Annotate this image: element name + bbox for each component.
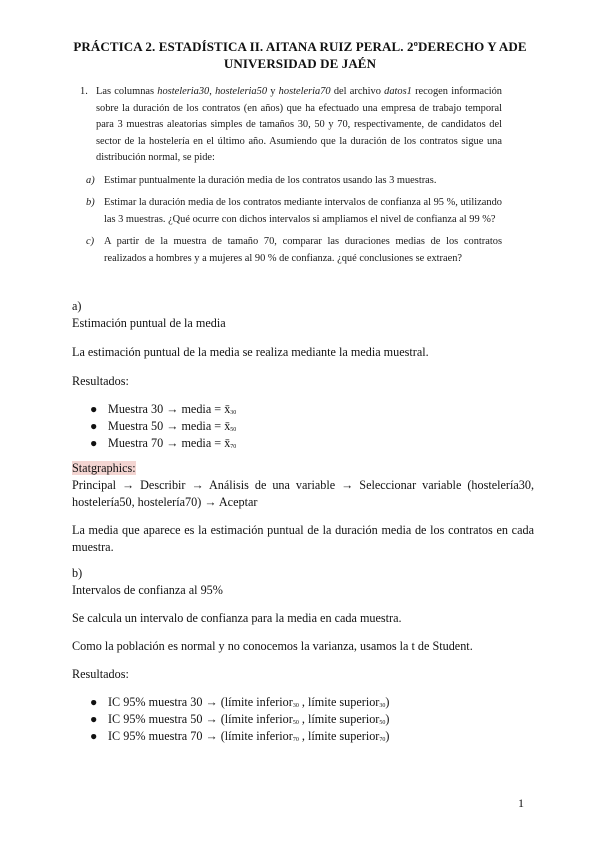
section-a-label: a) — [72, 299, 82, 313]
subitem-c — [86, 234, 502, 267]
list-item — [90, 694, 389, 711]
list-item — [90, 435, 236, 452]
section-b-results-label: Resultados: — [72, 667, 129, 681]
list-item — [90, 401, 236, 418]
section-a-results-list — [90, 401, 236, 452]
subitem-marker: c) — [86, 236, 95, 247]
subscript: 70 — [379, 737, 386, 743]
intro-text: recogen información sobre la duración de los contratos (en años) que ha efectuado una empresa de trabajo temporal para 3 muestras aleatorias simples de tamaños 30, 50 y 70, respectivamente, de candidatos del sector de la hostelería en el último año. Asumiendo que la duración de los contratos sigue una distribución normal, se pide: — [96, 86, 502, 163]
subscript: 50 — [292, 720, 299, 726]
section-a-paragraph-2: La media que aparece es la estimación puntual de la duración media de los contratos en cada muestra. — [72, 523, 534, 554]
column-name: hosteleria30 — [157, 86, 210, 97]
result-text: , límite superior — [298, 729, 380, 743]
bullet-icon: ● — [90, 436, 98, 450]
subitem-text: Estimar puntualmente la duración media de los contratos usando las 3 muestras. — [104, 174, 437, 186]
result-text: IC 95% muestra 70 → (límite inferior — [108, 729, 293, 743]
result-text: Muestra 50 → media = x̄ — [108, 419, 231, 433]
file-name: datos1 — [384, 86, 412, 97]
section-b-paragraph-2: Como la población es normal y no conocemos la varianza, usamos la t de Student. — [72, 639, 473, 653]
section-b-results-list — [90, 694, 389, 745]
result-text: , límite superior — [298, 712, 380, 726]
statgraphics-path: Principal → Describir → Análisis de una variable → Seleccionar variable (hostelería30, hostelería50, hostelería70) → Aceptar — [72, 478, 534, 509]
column-name: hosteleria50 — [215, 86, 268, 97]
exercise-statement — [82, 84, 502, 273]
list-item — [90, 711, 389, 728]
intro-text: Las columnas — [96, 86, 158, 97]
bullet-icon: ● — [90, 419, 98, 433]
section-b-label: b) — [72, 566, 83, 580]
intro-text: del archivo — [330, 86, 385, 97]
subscript: 30 — [292, 703, 299, 709]
page-number: 1 — [518, 796, 524, 810]
subscript: 70 — [292, 737, 299, 743]
bullet-icon: ● — [90, 695, 98, 709]
page-title: PRÁCTICA 2. ESTADÍSTICA II. AITANA RUIZ PERAL. 2ºDERECHO Y ADE UNIVERSIDAD DE JAÉN — [73, 39, 527, 71]
result-text: IC 95% muestra 30 → (límite inferior — [108, 695, 293, 709]
result-text: , límite superior — [298, 695, 380, 709]
section-b-heading: Intervalos de confianza al 95% — [72, 583, 223, 597]
result-text: Muestra 30 → media = x̄ — [108, 402, 231, 416]
exercise-subitems — [82, 173, 502, 268]
subitem-text: Estimar la duración media de los contratos mediante intervalos de confianza al 95 %, utilizando las 3 muestras. ¿Qué ocurre con dichos intervalos si ampliamos el nivel de confianza al 99 %? — [104, 197, 502, 225]
subitem-a — [86, 173, 502, 190]
subscript: 50 — [379, 720, 386, 726]
separator: , — [209, 86, 216, 97]
section-b-paragraph-1: Se calcula un intervalo de confianza para la media en cada muestra. — [72, 611, 402, 625]
result-text: ) — [385, 712, 390, 726]
subitem-marker: a) — [86, 174, 95, 186]
result-text: ) — [385, 695, 390, 709]
column-name: hosteleria70 — [278, 86, 331, 97]
subscript: 70 — [230, 444, 237, 450]
list-item — [90, 418, 236, 435]
subitem-marker: b) — [86, 197, 95, 208]
list-item — [90, 728, 389, 745]
statgraphics-block — [72, 460, 534, 477]
bullet-icon: ● — [90, 729, 98, 743]
result-text: IC 95% muestra 50 → (límite inferior — [108, 712, 293, 726]
section-a-paragraph-1: La estimación puntual de la media se realiza mediante la media muestral. — [72, 345, 429, 359]
subscript: 30 — [379, 703, 386, 709]
result-text: Muestra 70 → media = x̄ — [108, 436, 231, 450]
bullet-icon: ● — [90, 712, 98, 726]
subitem-b — [86, 195, 502, 228]
bullet-icon: ● — [90, 402, 98, 416]
exercise-intro — [82, 84, 502, 167]
subitem-text: A partir de la muestra de tamaño 70, comparar las duraciones medias de los contratos realizados a hombres y a mujeres al 90 % de confianza. ¿qué conclusiones se extraen? — [104, 236, 502, 264]
separator: y — [267, 86, 279, 97]
section-a-heading: Estimación puntual de la media — [72, 316, 226, 330]
exercise-number: 1. — [80, 86, 88, 97]
subscript: 30 — [230, 410, 237, 416]
statgraphics-label: Statgraphics: — [72, 461, 136, 475]
subscript: 50 — [230, 427, 237, 433]
result-text: ) — [385, 729, 390, 743]
section-a-results-label: Resultados: — [72, 374, 129, 388]
